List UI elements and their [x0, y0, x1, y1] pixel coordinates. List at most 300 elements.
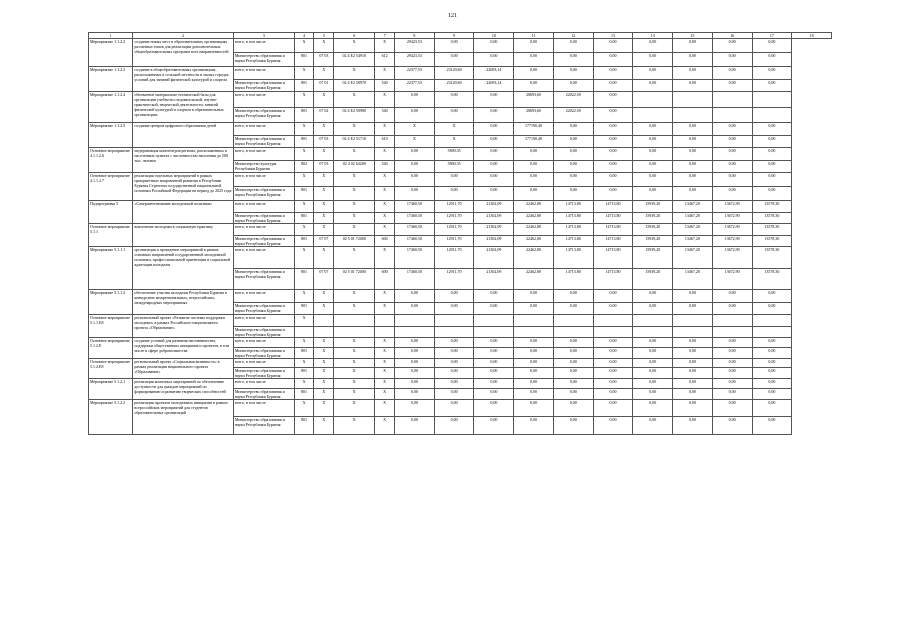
value-cell: 0,00 [553, 148, 593, 161]
value-cell: 0,00 [752, 79, 792, 92]
value-cell: 0,00 [673, 379, 713, 389]
value-cell: X [314, 358, 334, 368]
header-cell: 12 [553, 33, 593, 39]
value-cell: 0,00 [752, 160, 792, 173]
value-cell: X [334, 338, 375, 348]
event-name-cell: Основное мероприятие 5.1.1.E8 [89, 315, 133, 338]
value-cell: 0,00 [553, 358, 593, 368]
value-cell: 0,00 [712, 417, 752, 435]
value-cell [673, 92, 713, 108]
event-name-cell: Мероприятие 5.1.1.2 [89, 290, 133, 315]
value-cell: 0,00 [593, 135, 633, 148]
value-cell [334, 326, 375, 338]
value-cell: 0,00 [712, 67, 752, 80]
event-description-cell: организация и проведение мероприятий в рамках основных направлений государственной молодежной политики, профессиональной ориентации и социальной адаптации молодежи [133, 247, 233, 290]
value-cell: 0,00 [752, 379, 792, 389]
executor-cell: всего, в том числе [233, 247, 294, 269]
event-description-cell: создание центров цифрового образования детей [133, 123, 233, 148]
value-cell: 17460,50 [395, 201, 435, 213]
value-cell: 0,00 [553, 290, 593, 303]
value-cell: 02 4 E2 51710 [334, 135, 375, 148]
value-cell: 07 07 [314, 268, 334, 290]
value-cell: 0,00 [712, 379, 752, 389]
value-cell: X [294, 92, 314, 108]
value-cell: 0,00 [593, 39, 633, 53]
value-cell [334, 315, 375, 327]
executor-cell: Министерство образования и науки Республики Бурятия [233, 79, 294, 92]
value-cell: 21302,09 [474, 235, 514, 247]
value-cell: 0,00 [712, 347, 752, 358]
event-name-cell: Мероприятие 1.1.2.4 [89, 92, 133, 123]
value-cell: X [334, 247, 375, 269]
value-cell: 13672,90 [712, 212, 752, 224]
value-cell: 0,00 [434, 302, 474, 315]
value-cell: 14713,80 [553, 201, 593, 213]
value-cell: 0,00 [553, 67, 593, 80]
value-cell: 22693,14 [474, 79, 514, 92]
value-cell: 0,00 [673, 417, 713, 435]
table-row [89, 39, 832, 53]
value-cell: 07 07 [314, 235, 334, 247]
value-cell: 0,00 [752, 368, 792, 379]
value-cell: X [314, 290, 334, 303]
executor-cell: всего, в том числе [233, 201, 294, 213]
value-cell: 0,00 [673, 67, 713, 80]
header-cell: 1 [89, 33, 133, 39]
value-cell [712, 326, 752, 338]
value-cell: 0,00 [712, 53, 752, 67]
value-cell: 15939,20 [633, 247, 673, 269]
value-cell: 0,00 [395, 148, 435, 161]
value-cell: 0,00 [514, 417, 554, 435]
value-cell: 0,00 [395, 379, 435, 389]
value-cell: 0,00 [633, 173, 673, 187]
value-cell: 801 [294, 212, 314, 224]
value-cell: X [294, 315, 314, 327]
value-cell [673, 107, 713, 123]
value-cell: 29423,53 [395, 39, 435, 53]
value-cell [752, 92, 792, 108]
value-cell: 0,00 [514, 338, 554, 348]
value-cell: 0,00 [514, 388, 554, 399]
value-cell: 21302,09 [474, 201, 514, 213]
value-cell: 0,00 [474, 302, 514, 315]
value-cell: 0,00 [514, 290, 554, 303]
value-cell: 0,00 [633, 290, 673, 303]
value-cell: X [375, 123, 395, 136]
value-cell: 0,00 [593, 399, 633, 417]
header-cell: 16 [712, 33, 752, 39]
value-cell: 801 [294, 302, 314, 315]
value-cell: 5800,35 [434, 148, 474, 161]
value-cell: 21302,09 [474, 247, 514, 269]
value-cell: 0,00 [593, 302, 633, 315]
header-cell: 10 [474, 33, 514, 39]
value-cell: 0,00 [673, 290, 713, 303]
value-cell: 0,00 [673, 160, 713, 173]
event-name-cell: Мероприятие 5.1.1.1 [89, 247, 133, 290]
value-cell: 0,00 [712, 290, 752, 303]
value-cell: 22462,80 [514, 268, 554, 290]
value-cell: 0,00 [752, 173, 792, 187]
value-cell: 0,00 [752, 67, 792, 80]
value-cell: 0,00 [712, 173, 752, 187]
value-cell: 0,00 [434, 290, 474, 303]
value-cell: 0,00 [752, 123, 792, 136]
value-cell: X [314, 212, 334, 224]
value-cell [752, 326, 792, 338]
value-cell: 0,00 [474, 39, 514, 53]
value-cell: 0,00 [474, 417, 514, 435]
value-cell: X [314, 302, 334, 315]
value-cell: 0,00 [553, 338, 593, 348]
value-cell: 22462,80 [514, 247, 554, 269]
value-cell: X [294, 201, 314, 213]
value-cell: 0,00 [474, 123, 514, 136]
header-cell: 2 [133, 33, 233, 39]
value-cell [673, 326, 713, 338]
value-cell: 0,00 [514, 358, 554, 368]
value-cell: 0,00 [752, 53, 792, 67]
value-cell: 0,00 [514, 173, 554, 187]
value-cell: 801 [294, 388, 314, 399]
event-description-cell: обновление материально-технической базы для организации учебно-исследовательской, научно-практической, творческой деятельности, занятий физической культурой и спортом в образовательных организациях [133, 92, 233, 123]
value-cell: X [294, 173, 314, 187]
value-cell: 07 02 [314, 107, 334, 123]
value-cell: 0,00 [553, 160, 593, 173]
value-cell: 0,00 [593, 107, 633, 123]
value-cell: 0,00 [712, 39, 752, 53]
value-cell: 0,00 [752, 148, 792, 161]
value-cell: 801 [294, 417, 314, 435]
value-cell [395, 326, 435, 338]
value-cell: 0,00 [395, 107, 435, 123]
value-cell: 0,00 [474, 173, 514, 187]
value-cell: 0,00 [514, 39, 554, 53]
executor-cell: Министерство образования и науки Республики Бурятия [233, 347, 294, 358]
value-cell: 0,00 [633, 379, 673, 389]
event-description-cell: создание в общеобразовательных организациях, расположенных в сельской местности и малых городах, условий для занятий физической культурой и спортом [133, 67, 233, 92]
value-cell: 612 [375, 53, 395, 67]
value-cell: 13578,30 [752, 212, 792, 224]
value-cell: X [294, 379, 314, 389]
event-name-cell: Основное мероприятие 4.1.1.2.6 [89, 148, 133, 173]
value-cell: 0,00 [712, 368, 752, 379]
value-cell: 0,00 [514, 53, 554, 67]
value-cell: 02 4 02 64200 [334, 160, 375, 173]
executor-cell: всего, в том числе [233, 39, 294, 53]
event-description-cell: «Совершенствование молодежной политики» [133, 201, 233, 224]
value-cell: 20693,60 [514, 107, 554, 123]
event-description-cell: региональный проект «Развитие системы поддержки молодежи» в рамках Российского национального проекта «Образование» [133, 315, 233, 338]
table-row [89, 358, 832, 368]
value-cell [375, 315, 395, 327]
value-cell: 0,00 [553, 399, 593, 417]
event-description-cell: региональный проект «Социальная активность» в рамках реализации национального проекта «Образование» [133, 358, 233, 379]
executor-cell: всего, в том числе [233, 399, 294, 417]
value-cell: 0,00 [553, 173, 593, 187]
value-cell: 0,00 [633, 160, 673, 173]
value-cell: 22462,80 [514, 201, 554, 213]
value-cell: X [294, 399, 314, 417]
value-cell: 13467,20 [673, 201, 713, 213]
value-cell: 0,00 [673, 173, 713, 187]
value-cell: 801 [294, 187, 314, 201]
value-cell: X [314, 201, 334, 213]
value-cell [712, 107, 752, 123]
value-cell: 0,00 [752, 39, 792, 53]
value-cell: 0,00 [752, 338, 792, 348]
value-cell: 13467,20 [673, 235, 713, 247]
table-row [89, 290, 832, 303]
value-cell: 0,00 [434, 347, 474, 358]
value-cell: 15939,20 [633, 224, 673, 236]
value-cell: 0,00 [673, 399, 713, 417]
value-cell: 13467,20 [673, 247, 713, 269]
value-cell: 13672,90 [712, 224, 752, 236]
value-cell: 15939,20 [633, 212, 673, 224]
value-cell: 0,00 [673, 388, 713, 399]
header-cell: 13 [593, 33, 633, 39]
value-cell: 29423,53 [395, 53, 435, 67]
value-cell: X [334, 67, 375, 80]
value-cell: 801 [294, 79, 314, 92]
header-cell: 8 [395, 33, 435, 39]
value-cell: 0,00 [434, 338, 474, 348]
value-cell: 801 [294, 235, 314, 247]
value-cell: 0,00 [673, 53, 713, 67]
value-cell: X [375, 148, 395, 161]
event-description-cell: реализация отдельных мероприятий в рамках приоритетных направлений развития в Республике Бурятия Стратегии государственной национальной политики Российской Федерации на период до 2025 года [133, 173, 233, 201]
value-cell: 20693,60 [514, 92, 554, 108]
value-cell: 15939,20 [633, 201, 673, 213]
value-cell: 600 [375, 268, 395, 290]
value-cell: 177190,40 [514, 135, 554, 148]
value-cell: X [294, 224, 314, 236]
value-cell: 0,00 [593, 338, 633, 348]
value-cell: 0,00 [752, 290, 792, 303]
value-cell: X [395, 123, 435, 136]
value-cell: 0,00 [434, 187, 474, 201]
value-cell: 0,00 [395, 417, 435, 435]
event-name-cell: Основное мероприятие 5.1.2.E [89, 338, 133, 359]
header-cell: 3 [233, 33, 294, 39]
value-cell: 21302,09 [474, 212, 514, 224]
event-name-cell: Мероприятие 5.1.2.1 [89, 379, 133, 400]
value-cell: 12911,70 [434, 212, 474, 224]
value-cell: X [334, 399, 375, 417]
value-cell: X [314, 338, 334, 348]
executor-cell: всего, в том числе [233, 67, 294, 80]
value-cell: 0,00 [752, 347, 792, 358]
executor-cell: Министерство образования и науки Республики Бурятия [233, 235, 294, 247]
table-row [89, 315, 832, 327]
executor-cell: Министерство образования и науки Республики Бурятия [233, 417, 294, 435]
header-cell: 6 [334, 33, 375, 39]
value-cell: 02 4 E2 54910 [334, 53, 375, 67]
value-cell: 17460,50 [395, 235, 435, 247]
value-cell: 177190,40 [514, 123, 554, 136]
value-cell: 0,00 [553, 379, 593, 389]
table-row [89, 379, 832, 389]
executor-cell: всего, в том числе [233, 315, 294, 327]
value-cell: 801 [294, 53, 314, 67]
value-cell: X [334, 187, 375, 201]
executor-cell: Министерство образования и науки Республики Бурятия [233, 326, 294, 338]
value-cell: 0,00 [593, 92, 633, 108]
value-cell: 0,00 [395, 92, 435, 108]
value-cell: 12911,70 [434, 201, 474, 213]
value-cell: 0,00 [752, 399, 792, 417]
value-cell: X [334, 212, 375, 224]
value-cell: 07 03 [314, 53, 334, 67]
value-cell: 21302,09 [474, 224, 514, 236]
value-cell: 17460,50 [395, 212, 435, 224]
value-cell: 0,00 [752, 187, 792, 201]
value-cell: X [314, 347, 334, 358]
value-cell: 13578,30 [752, 247, 792, 269]
value-cell: 0,00 [593, 187, 633, 201]
value-cell: 540 [375, 79, 395, 92]
table-row [89, 123, 832, 136]
value-cell: 0,00 [593, 388, 633, 399]
value-cell [514, 326, 554, 338]
value-cell: X [334, 148, 375, 161]
value-cell: 14713,80 [553, 247, 593, 269]
value-cell [712, 315, 752, 327]
value-cell: 13672,90 [712, 201, 752, 213]
table-body [89, 39, 832, 435]
value-cell [752, 315, 792, 327]
value-cell: 02 5 01 72000 [334, 235, 375, 247]
value-cell: 0,00 [553, 388, 593, 399]
value-cell: X [314, 417, 334, 435]
value-cell: X [314, 379, 334, 389]
value-cell: 22377,53 [395, 79, 435, 92]
value-cell: 0,00 [514, 160, 554, 173]
value-cell: 801 [294, 268, 314, 290]
value-cell: 0,00 [633, 39, 673, 53]
executor-cell: всего, в том числе [233, 358, 294, 368]
value-cell: 0,00 [712, 160, 752, 173]
value-cell: 0,00 [514, 148, 554, 161]
value-cell: X [294, 39, 314, 53]
header-cell: 9 [434, 33, 474, 39]
value-cell: 0,00 [593, 379, 633, 389]
value-cell: 07 03 [314, 160, 334, 173]
value-cell: 0,00 [434, 53, 474, 67]
value-cell: 0,00 [474, 388, 514, 399]
value-cell: X [314, 388, 334, 399]
value-cell: 801 [294, 347, 314, 358]
value-cell: 0,00 [395, 399, 435, 417]
value-cell: X [334, 368, 375, 379]
value-cell: 23120,60 [434, 79, 474, 92]
value-cell: 15939,20 [633, 235, 673, 247]
value-cell: 0,00 [673, 39, 713, 53]
value-cell: 0,00 [395, 338, 435, 348]
value-cell: X [334, 201, 375, 213]
value-cell [395, 315, 435, 327]
value-cell: 0,00 [673, 148, 713, 161]
event-description-cell: обеспечение участия молодежи Республики Бурятия в конкурсных межрегиональных, всероссийских, международных мероприятиях [133, 290, 233, 315]
executor-cell: Министерство образования и науки Республики Бурятия [233, 388, 294, 399]
value-cell: 0,00 [514, 368, 554, 379]
table-row [89, 92, 832, 108]
table-row [89, 338, 832, 348]
value-cell: X [334, 290, 375, 303]
executor-cell: Министерство образования и науки Республики Бурятия [233, 368, 294, 379]
header-cell: 17 [752, 33, 792, 39]
value-cell: 0,00 [434, 107, 474, 123]
value-cell: 13467,20 [673, 268, 713, 290]
value-cell: X [314, 92, 334, 108]
value-cell: X [334, 224, 375, 236]
executor-cell: всего, в том числе [233, 92, 294, 108]
value-cell: 0,00 [633, 187, 673, 201]
header-cell: 15 [673, 33, 713, 39]
value-cell: 0,00 [434, 39, 474, 53]
value-cell: 02 5 01 72000 [334, 268, 375, 290]
value-cell: 0,00 [395, 358, 435, 368]
value-cell: 13578,30 [752, 268, 792, 290]
budget-table [88, 32, 832, 435]
value-cell: 0,00 [712, 135, 752, 148]
value-cell: 0,00 [553, 53, 593, 67]
value-cell: X [314, 39, 334, 53]
value-cell: 13467,20 [673, 212, 713, 224]
event-description-cell: вовлечение молодежи в социальную практику [133, 224, 233, 247]
value-cell: 0,00 [593, 160, 633, 173]
value-cell: X [314, 187, 334, 201]
value-cell: X [375, 302, 395, 315]
value-cell: 0,00 [633, 123, 673, 136]
value-cell: 0,00 [593, 173, 633, 187]
value-cell [314, 326, 334, 338]
executor-cell: Министерство образования и науки Республики Бурятия [233, 212, 294, 224]
value-cell: 22462,80 [514, 235, 554, 247]
value-cell: 0,00 [593, 347, 633, 358]
value-cell: 0,00 [395, 368, 435, 379]
event-name-cell: Подпрограмма 5 [89, 201, 133, 224]
executor-cell: всего, в том числе [233, 224, 294, 236]
value-cell: 0,00 [633, 399, 673, 417]
executor-cell: Министерство образования и науки Республики Бурятия [233, 268, 294, 290]
value-cell: 0,00 [474, 399, 514, 417]
value-cell: 0,00 [434, 358, 474, 368]
value-cell: X [314, 247, 334, 269]
value-cell: 5800,35 [434, 160, 474, 173]
value-cell: 801 [294, 107, 314, 123]
event-name-cell: Основное мероприятие 4.1.1.2.7 [89, 173, 133, 201]
value-cell: X [375, 212, 395, 224]
value-cell: X [375, 187, 395, 201]
value-cell [474, 326, 514, 338]
value-cell: X [334, 379, 375, 389]
value-cell: 12911,70 [434, 235, 474, 247]
value-cell: 0,00 [434, 92, 474, 108]
value-cell: 12911,70 [434, 268, 474, 290]
header-cell: 14 [633, 33, 673, 39]
value-cell [553, 326, 593, 338]
value-cell: 600 [375, 235, 395, 247]
value-cell: 0,00 [633, 368, 673, 379]
value-cell [633, 107, 673, 123]
executor-cell: всего, в том числе [233, 123, 294, 136]
value-cell: 0,00 [474, 148, 514, 161]
value-cell: 610 [375, 135, 395, 148]
executor-cell: Министерство образования и науки Республики Бурятия [233, 53, 294, 67]
